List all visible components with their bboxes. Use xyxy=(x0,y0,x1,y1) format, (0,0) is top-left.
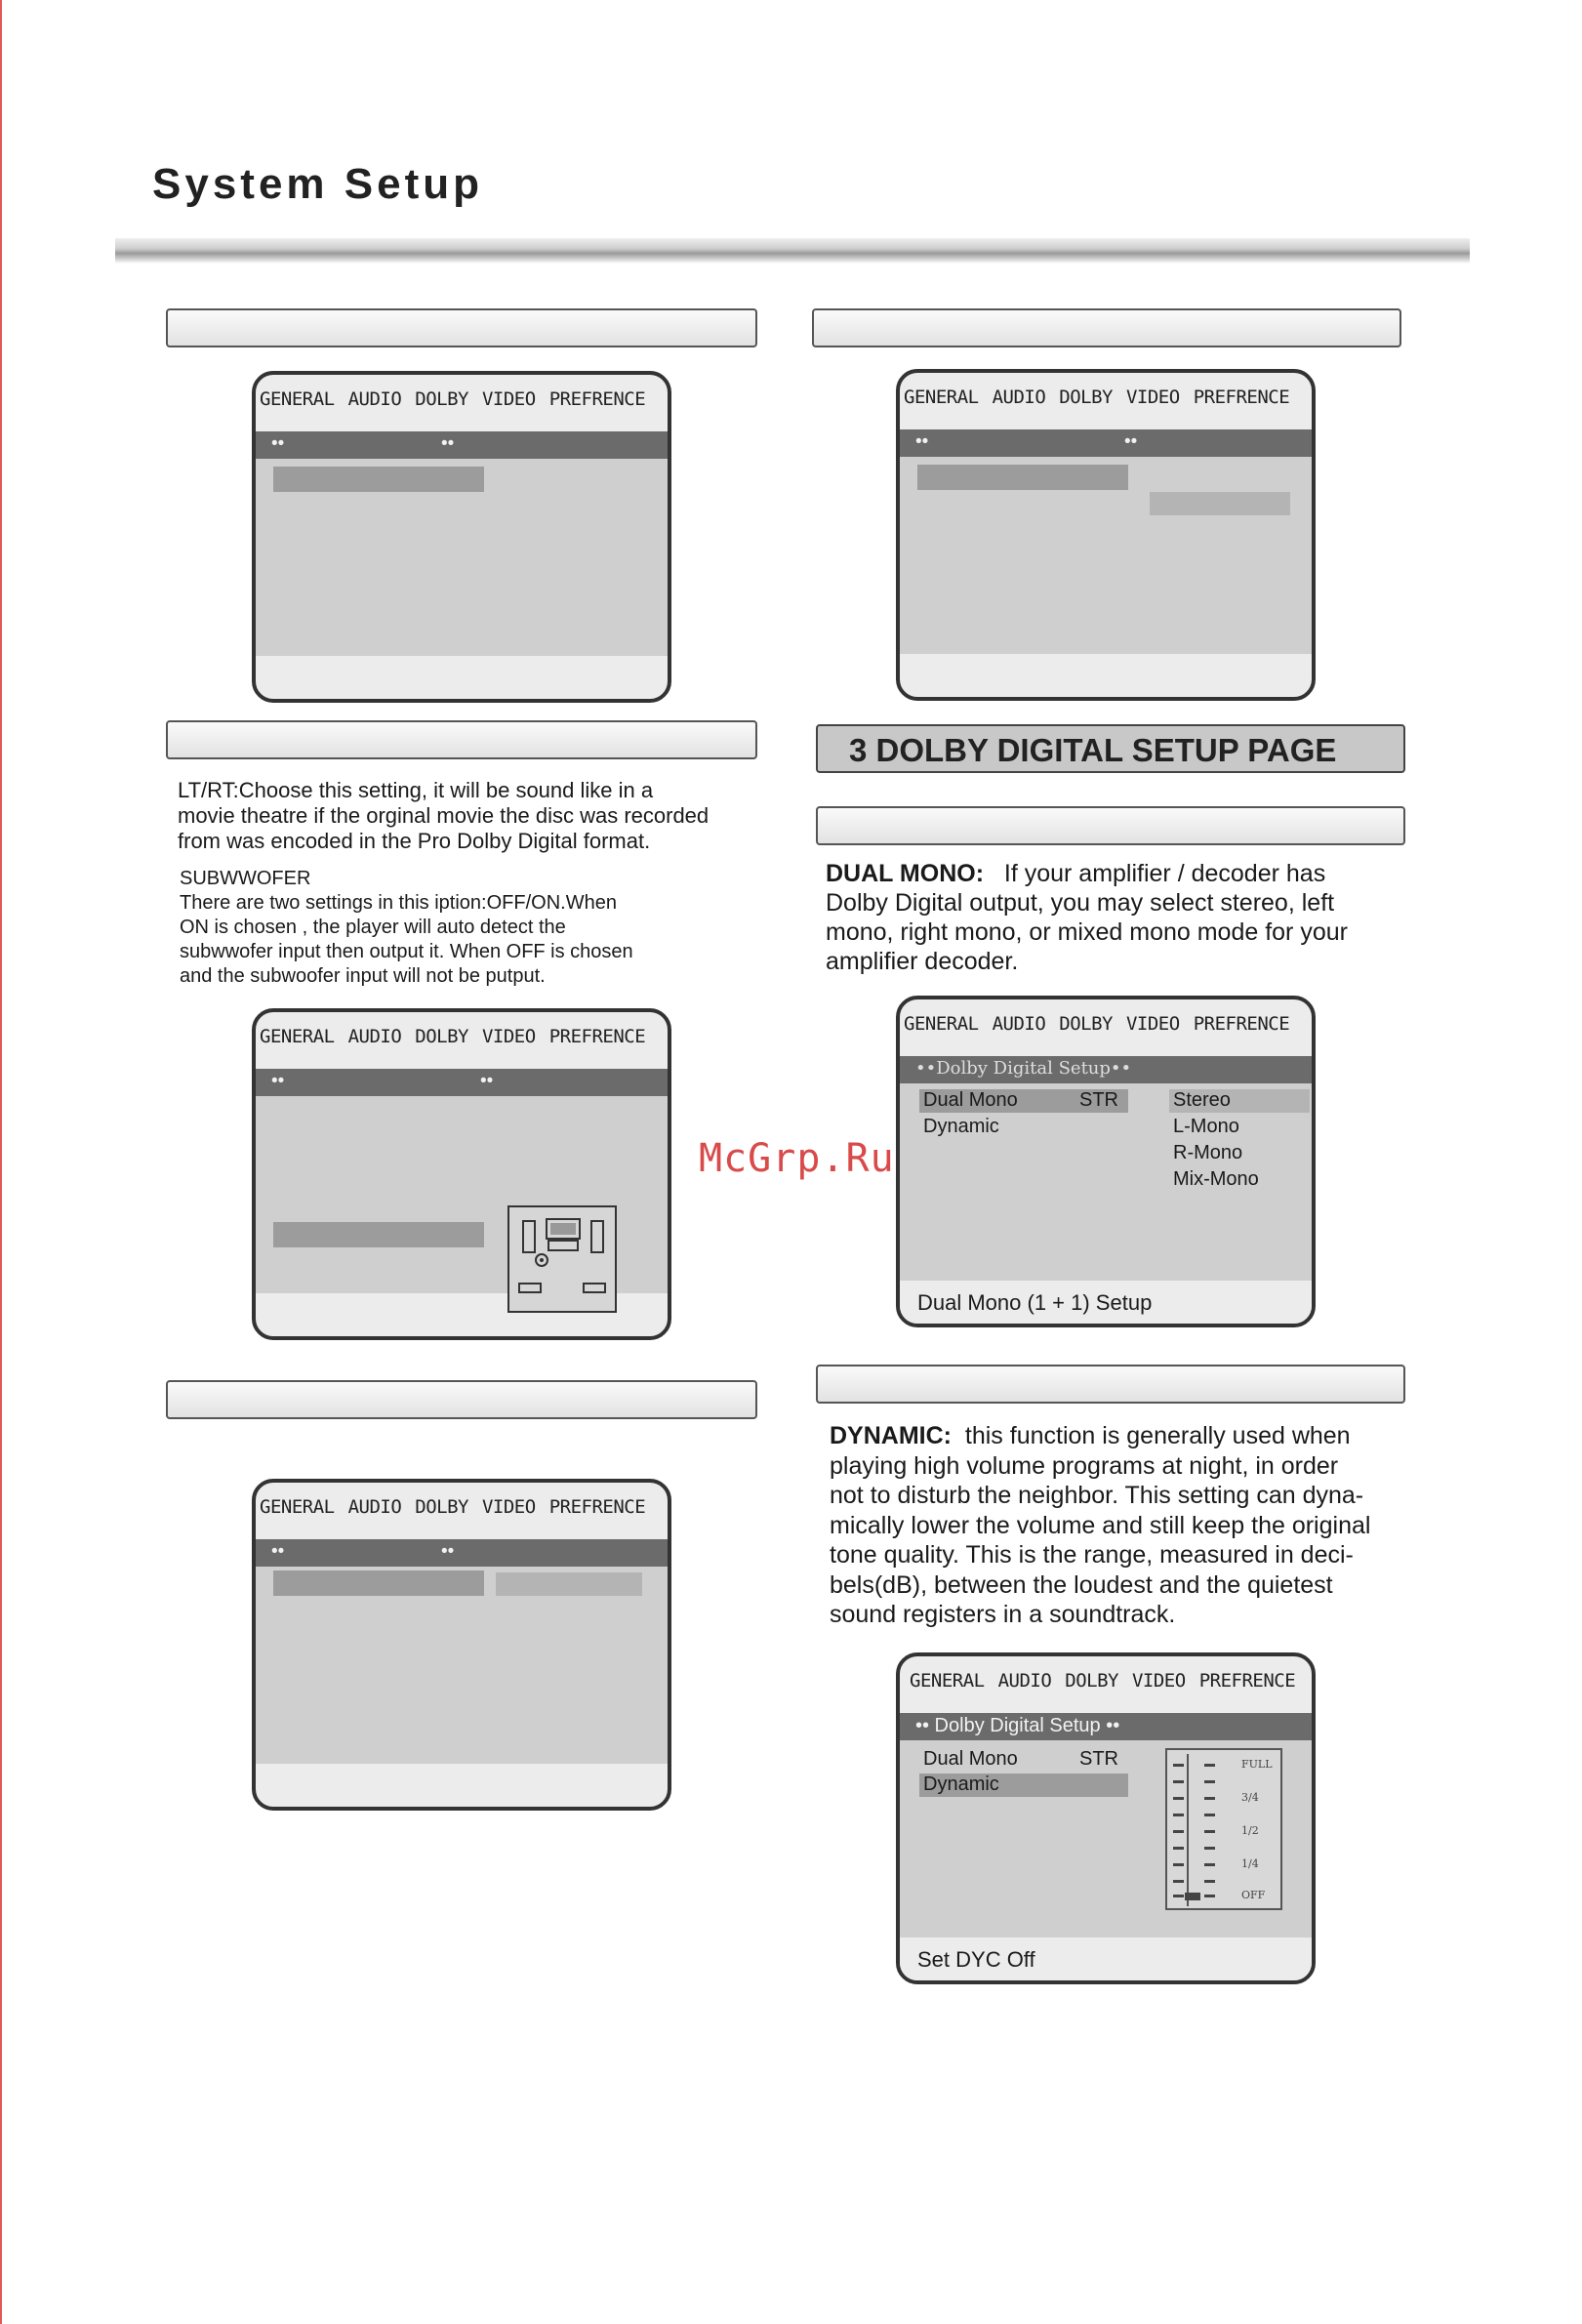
text-line: LT/RT:Choose this setting, it will be sound like in a xyxy=(178,778,654,802)
tab-video[interactable]: VIDEO xyxy=(1125,387,1180,408)
subwoofer-description xyxy=(180,867,633,989)
screen-content xyxy=(256,1539,668,1764)
option-r-mono[interactable]: R-Mono xyxy=(1173,1142,1243,1163)
tab-prefrence[interactable]: PREFRENCE xyxy=(548,1026,646,1047)
title-dots: •• xyxy=(441,1541,455,1562)
tick-mark xyxy=(1204,1814,1215,1816)
dynamic-level-slider[interactable] xyxy=(1165,1748,1282,1910)
menu-item-dynamic[interactable]: Dynamic xyxy=(923,1116,999,1137)
watermark: McGrp.Ru xyxy=(699,1136,895,1181)
label-bar xyxy=(166,1380,757,1419)
tick-mark xyxy=(1204,1880,1215,1883)
option-highlight[interactable] xyxy=(1150,492,1290,515)
dynamic-description xyxy=(830,1421,1370,1630)
text-line: not to disturb the neighbor. This setting can dyna- xyxy=(830,1482,1364,1509)
text-line: amplifier decoder. xyxy=(826,948,1019,975)
tab-audio[interactable]: AUDIO xyxy=(347,1496,402,1518)
menu-item-dual-mono[interactable]: Dual Mono xyxy=(923,1748,1018,1770)
level-three-quarters: 3/4 xyxy=(1241,1791,1259,1804)
text-line: playing high volume programs at night, in order xyxy=(830,1451,1339,1480)
title-dots: •• xyxy=(1124,431,1138,452)
tab-audio[interactable]: AUDIO xyxy=(997,1670,1052,1692)
osd-screen-audio-2 xyxy=(896,369,1316,701)
label-bar xyxy=(816,1365,1405,1404)
tick-mark xyxy=(1173,1797,1184,1800)
header-rule xyxy=(115,238,1470,264)
slider-track xyxy=(1187,1754,1189,1906)
text-line: mically lower the volume and still keep the original xyxy=(830,1511,1371,1539)
speaker-diagram-icon xyxy=(509,1207,615,1311)
tick-mark xyxy=(1204,1764,1215,1767)
tab-prefrence[interactable]: PREFRENCE xyxy=(1198,1670,1296,1692)
tab-prefrence[interactable]: PREFRENCE xyxy=(548,1496,646,1518)
tick-mark xyxy=(1173,1895,1184,1897)
text-line: ON is chosen , the player will auto detect the xyxy=(180,917,566,938)
text-span: If your amplifier / decoder has xyxy=(1003,860,1326,887)
screen-content xyxy=(900,1713,1312,1937)
tick-mark xyxy=(1173,1847,1184,1850)
tick-mark xyxy=(1173,1880,1184,1883)
title-dots: •• xyxy=(915,431,929,452)
slider-handle[interactable] xyxy=(1185,1893,1200,1900)
tab-general[interactable]: GENERAL xyxy=(260,388,335,410)
screen-content xyxy=(900,1056,1312,1281)
level-full: FULL xyxy=(1241,1758,1273,1771)
title-dots: •• xyxy=(480,1071,494,1091)
osd-screen-subwoofer xyxy=(252,1008,671,1340)
osd-screen-dynamic xyxy=(896,1652,1316,1984)
screen-content xyxy=(900,429,1312,654)
text-line: subwwofer input then output it. When OFF is chosen xyxy=(180,941,633,962)
tab-audio[interactable]: AUDIO xyxy=(347,1026,402,1047)
label-bar xyxy=(816,806,1405,845)
subwoofer-heading: SUBWWOFER xyxy=(180,868,311,889)
screen-footer: Dual Mono (1 + 1) Setup xyxy=(900,1281,1312,1327)
selected-row-highlight[interactable] xyxy=(273,1222,484,1247)
screen-content xyxy=(256,431,668,656)
tab-dolby[interactable]: DOLBY xyxy=(415,388,468,410)
tab-dolby[interactable]: DOLBY xyxy=(1059,1013,1113,1035)
tick-mark xyxy=(1204,1863,1215,1866)
text-line: movie theatre if the orginal movie the disc was recorded xyxy=(178,803,710,828)
tab-dolby[interactable]: DOLBY xyxy=(415,1496,468,1518)
text-span: this function is generally used when xyxy=(964,1422,1351,1449)
text-line: and the subwoofer input will not be putput. xyxy=(180,965,546,987)
screen-title-bar xyxy=(256,1069,668,1096)
label-bar xyxy=(166,308,757,347)
tab-dolby[interactable]: DOLBY xyxy=(1059,387,1113,408)
tab-dolby[interactable]: DOLBY xyxy=(1065,1670,1118,1692)
menu-tabs xyxy=(256,1496,671,1518)
text-line: mono, right mono, or mixed mono mode for your xyxy=(826,918,1348,946)
dual-mono-lead: DUAL MONO: xyxy=(826,860,985,887)
tab-audio[interactable]: AUDIO xyxy=(992,387,1046,408)
menu-item-dual-mono[interactable]: Dual Mono xyxy=(923,1089,1018,1111)
menu-tabs xyxy=(900,387,1316,408)
menu-tabs xyxy=(256,388,671,410)
tab-prefrence[interactable]: PREFRENCE xyxy=(1193,387,1290,408)
title-dots: •• xyxy=(271,1071,285,1091)
tab-video[interactable]: VIDEO xyxy=(481,1026,536,1047)
tab-audio[interactable]: AUDIO xyxy=(992,1013,1046,1035)
tab-general[interactable]: GENERAL xyxy=(904,1013,979,1035)
page-edge-line xyxy=(0,0,2,2324)
tab-general[interactable]: GENERAL xyxy=(260,1026,335,1047)
osd-screen-audio-1 xyxy=(252,371,671,703)
text-line: bels(dB), between the loudest and the quietest xyxy=(830,1570,1333,1599)
dynamic-lead: DYNAMIC: xyxy=(830,1422,952,1449)
tab-general[interactable]: GENERAL xyxy=(260,1496,335,1518)
menu-item-dynamic[interactable]: Dynamic xyxy=(923,1774,999,1795)
option-stereo[interactable]: Stereo xyxy=(1173,1089,1231,1111)
tick-mark xyxy=(1204,1830,1215,1833)
screen-title-bar: •• Dolby Digital Setup •• xyxy=(900,1713,1312,1740)
menu-tabs xyxy=(900,1013,1316,1035)
text-line: sound registers in a soundtrack. xyxy=(830,1601,1176,1628)
tab-video[interactable]: VIDEO xyxy=(1131,1670,1186,1692)
page-title: System Setup xyxy=(152,160,483,208)
tab-prefrence[interactable]: PREFRENCE xyxy=(1193,1013,1290,1035)
menu-tabs xyxy=(256,1026,671,1047)
selected-row-highlight[interactable] xyxy=(273,1570,484,1596)
menu-tabs xyxy=(900,1670,1316,1692)
tick-mark xyxy=(1204,1780,1215,1783)
option-mix-mono[interactable]: Mix-Mono xyxy=(1173,1168,1259,1190)
selected-row-highlight[interactable] xyxy=(273,467,484,492)
menu-item-dual-mono-value: STR xyxy=(1079,1748,1118,1770)
tab-general[interactable]: GENERAL xyxy=(904,387,979,408)
text-line: tone quality. This is the range, measured in deci- xyxy=(830,1541,1354,1569)
text-line: from was encoded in the Pro Dolby Digital format. xyxy=(178,829,651,853)
tick-mark xyxy=(1204,1847,1215,1850)
label-bar xyxy=(166,720,757,759)
screen-title-bar xyxy=(256,1539,668,1567)
speaker-layout-icon xyxy=(507,1205,617,1313)
selected-row-highlight[interactable] xyxy=(917,465,1128,490)
screen-title-bar: ••Dolby Digital Setup•• xyxy=(900,1056,1312,1083)
tick-mark xyxy=(1204,1895,1215,1897)
text-line: Dolby Digital output, you may select stereo, left xyxy=(826,889,1335,917)
ltrt-description xyxy=(178,778,709,854)
title-dots: •• xyxy=(271,433,285,454)
label-bar xyxy=(812,308,1401,347)
tick-mark xyxy=(1173,1780,1184,1783)
title-dots: •• xyxy=(271,1541,285,1562)
text-line xyxy=(830,1421,1370,1451)
option-highlight[interactable] xyxy=(496,1572,642,1596)
option-l-mono[interactable]: L-Mono xyxy=(1173,1116,1239,1137)
tab-dolby[interactable]: DOLBY xyxy=(415,1026,468,1047)
tick-mark xyxy=(1173,1814,1184,1816)
osd-screen-audio-3 xyxy=(252,1479,671,1811)
screen-title-bar xyxy=(900,429,1312,457)
section-heading: 3 DOLBY DIGITAL SETUP PAGE xyxy=(816,724,1405,773)
tab-audio[interactable]: AUDIO xyxy=(347,388,402,410)
tick-mark xyxy=(1204,1797,1215,1800)
tab-general[interactable]: GENERAL xyxy=(910,1670,985,1692)
screen-content xyxy=(256,1069,668,1293)
tab-video[interactable]: VIDEO xyxy=(481,388,536,410)
osd-screen-dual-mono xyxy=(896,996,1316,1327)
title-dots: •• xyxy=(441,433,455,454)
tab-video[interactable]: VIDEO xyxy=(481,1496,536,1518)
tab-video[interactable]: VIDEO xyxy=(1125,1013,1180,1035)
menu-item-dual-mono-value: STR xyxy=(1079,1089,1118,1111)
level-off: OFF xyxy=(1241,1889,1266,1901)
tick-mark xyxy=(1173,1863,1184,1866)
level-half: 1/2 xyxy=(1241,1824,1259,1837)
screen-footer: Set DYC Off xyxy=(900,1937,1312,1984)
tick-mark xyxy=(1173,1764,1184,1767)
screen-title-bar xyxy=(256,431,668,459)
text-line: There are two settings in this iption:OFF/ON.When xyxy=(180,892,617,914)
level-quarter: 1/4 xyxy=(1241,1857,1259,1870)
tab-prefrence[interactable]: PREFRENCE xyxy=(548,388,646,410)
text-line xyxy=(826,859,1348,888)
tick-mark xyxy=(1173,1830,1184,1833)
dual-mono-description xyxy=(826,859,1348,976)
